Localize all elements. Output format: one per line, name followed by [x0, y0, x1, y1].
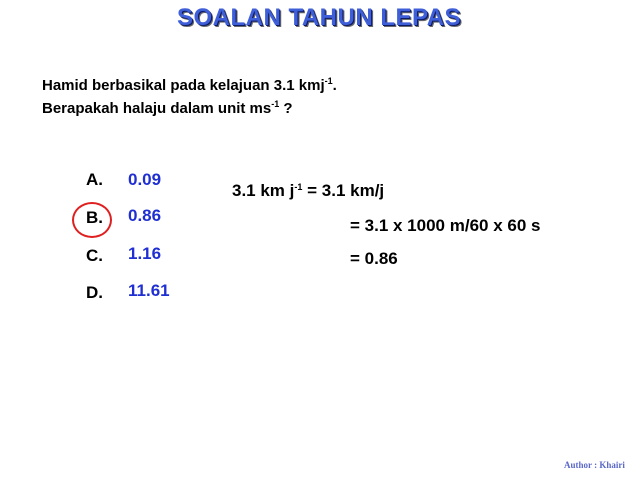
superscript: -1 [271, 99, 280, 109]
question-line-1-text: Hamid berbasikal pada kelajuan 3.1 kmj [42, 77, 325, 94]
option-d-letter[interactable]: D. [86, 283, 103, 302]
option-b-letter[interactable]: B. [86, 208, 103, 227]
working-line-2: = 3.1 x 1000 m/60 x 60 s [350, 216, 541, 235]
superscript: -1 [294, 182, 303, 192]
author-credit: Author : Khairi [564, 460, 625, 470]
option-d-value[interactable]: 11.61 [128, 281, 170, 300]
question-line-1-end: . [332, 77, 337, 94]
option-c-letter[interactable]: C. [86, 246, 103, 265]
working-line-1 [232, 181, 384, 201]
superscript: -1 [324, 76, 333, 86]
question-text [42, 74, 337, 120]
working-line-1-b: = 3.1 km/j [302, 181, 385, 200]
working-line-1-a: 3.1 km j [232, 181, 295, 200]
question-line-2-end: ? [279, 100, 293, 117]
question-line-2-text: Berapakah halaju dalam unit ms [42, 100, 272, 117]
slide-title: SOALAN TAHUN LEPAS [176, 4, 462, 31]
option-a-letter[interactable]: A. [86, 170, 103, 189]
option-a-value[interactable]: 0.09 [128, 170, 162, 189]
question-line-1 [42, 74, 337, 97]
option-c-value[interactable]: 1.16 [128, 244, 162, 263]
option-b-value[interactable]: 0.86 [128, 206, 162, 225]
working-line-3: = 0.86 [350, 249, 398, 268]
question-line-2 [42, 97, 337, 120]
